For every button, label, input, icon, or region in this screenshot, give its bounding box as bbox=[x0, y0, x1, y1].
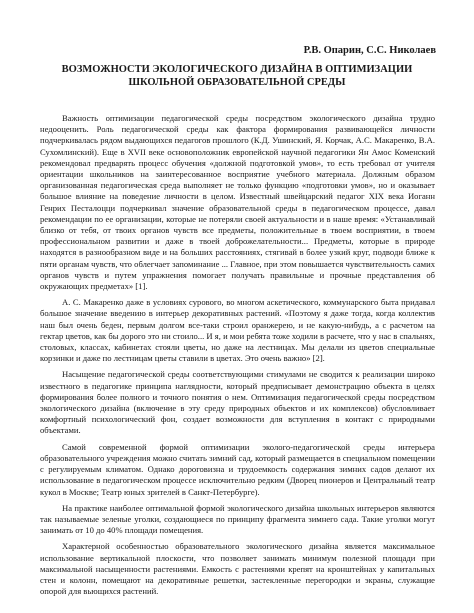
title-line-2: ШКОЛЬНОЙ ОБРАЗОВАТЕЛЬНОЙ СРЕДЫ bbox=[128, 77, 346, 88]
paragraph: Важность оптимизации педагогической среды посредством экологического дизайна трудно недооценить. Роль педагогической среды как фактора формирования развивающейся личности подчеркивалась рядом выдающихся педагогов прошлого (К.Д. Ушинский, Я. Корчак, А.С. Макаренко, В.А. Сухомлинский). Еще в XVII веке основоположник европейской научной педагогики Ян Амос Коменский рекомендовал предварять процесс обучения «должной подготовкой умов», то есть требовал от учителя ориентации школьников на заинтересованное восприятие учебного материала. Должным образом организованная педагогическая среда выполняет не только функцию «подготовки умов», но и оказывает большое влияние на поведение личности в целом. Известный швейцарский педагог XIX века Иоганн Генрих Песталоцци подчеркивал значение образовательной среды в педагогическом процессе, давал рекомендации по ее организации, которые не потеряли своей актуальности и в наше время: «Устанавливай близко от тебя, от твоих органов чувств все предметы, положительные в твоем восприятии, в твоем профессиональном развитии и даже в твоей доброжелательности... Предметы, которые в природе находятся в разнообразном виде и на больших расстояниях, стягивай в более узкий круг, подводи ближе к пяти органам чувств, что облегчает запоминание ... Главное, при этом повышается чувствительность самих органов чувств и путем упражнения помогает получать правильные и прочные представления об окружающих предметах» [1]. bbox=[40, 113, 435, 292]
paragraph: На практике наиболее оптимальной формой экологического дизайна школьных интерьеров являются так называемые зеленые уголки, создающиеся по принципу фрагмента зимнего сада. Такие уголки могут занимать от 10 до 40% площади помещения. bbox=[40, 502, 435, 536]
paragraph: Насыщение педагогической среды соответствующими стимулами не сводится к реализации широко известного в педагогике принципа наглядности, который предписывает демонстрацию объекта в целях формирования более полного и точного понятия о нем. Оптимизация педагогической среды посредством экологического дизайна (включение в эту среду природных объектов и их комплексов) обусловливает комфортный психологический фон, создает возможности для вступления в контакт с природными объектами. bbox=[40, 369, 435, 436]
paper-title bbox=[40, 63, 434, 89]
title-line-1: ВОЗМОЖНОСТИ ЭКОЛОГИЧЕСКОГО ДИЗАЙНА В ОПТИМИЗАЦИИ bbox=[61, 64, 413, 75]
body-text bbox=[40, 113, 435, 602]
paragraph: А. С. Макаренко даже в условиях сурового, во многом аскетического, коммунарского быта придавал большое значение введению в интерьер декоративных растений. «Поэтому я даже тогда, когда коллектив наш был очень беден, первым долгом все-таки строил оранжерею, и не какую-нибудь, а с расчетом на гектар цветов, как бы дорого это ни стоило... И я, и мои ребята тоже ходили в расчете, что у нас в спальнях, столовых, классах, кабинетах стояли цветы, но даже на лестницах. Мы делали из цветов специальные корзинки и даже по лестницам цветы ставили в цветах. Это очень важно» [2]. bbox=[40, 297, 435, 364]
paragraph: Характерной особенностью образовательного экологического дизайна является максимальное использование вертикальной плоскости, что позволяет занимать минимум полезной площади при максимальной насыщенности растениями. Емкость с растениями крепят на кронштейнах у капитальных стен и колонн, помещают на декоративные решетки, застекленные перегородки и экраны, служащие опорой для вьющихся растений. bbox=[40, 541, 435, 597]
paragraph: Самой современной формой оптимизации эколого-педагогической среды интерьера образовательного учреждения можно считать зимний сад, который размещается в специальном помещении с регулируемым климатом. Однако дороговизна и трудоемкость содержания зимних садов делают их использование в педагогическом процессе исключительно редким (Дворец пионеров и Центральный театр кукол в Москве; Театр юных зрителей в Санкт-Петербурге). bbox=[40, 441, 435, 497]
authors-line: Р.В. Опарин, С.С. Николаев bbox=[303, 45, 436, 56]
